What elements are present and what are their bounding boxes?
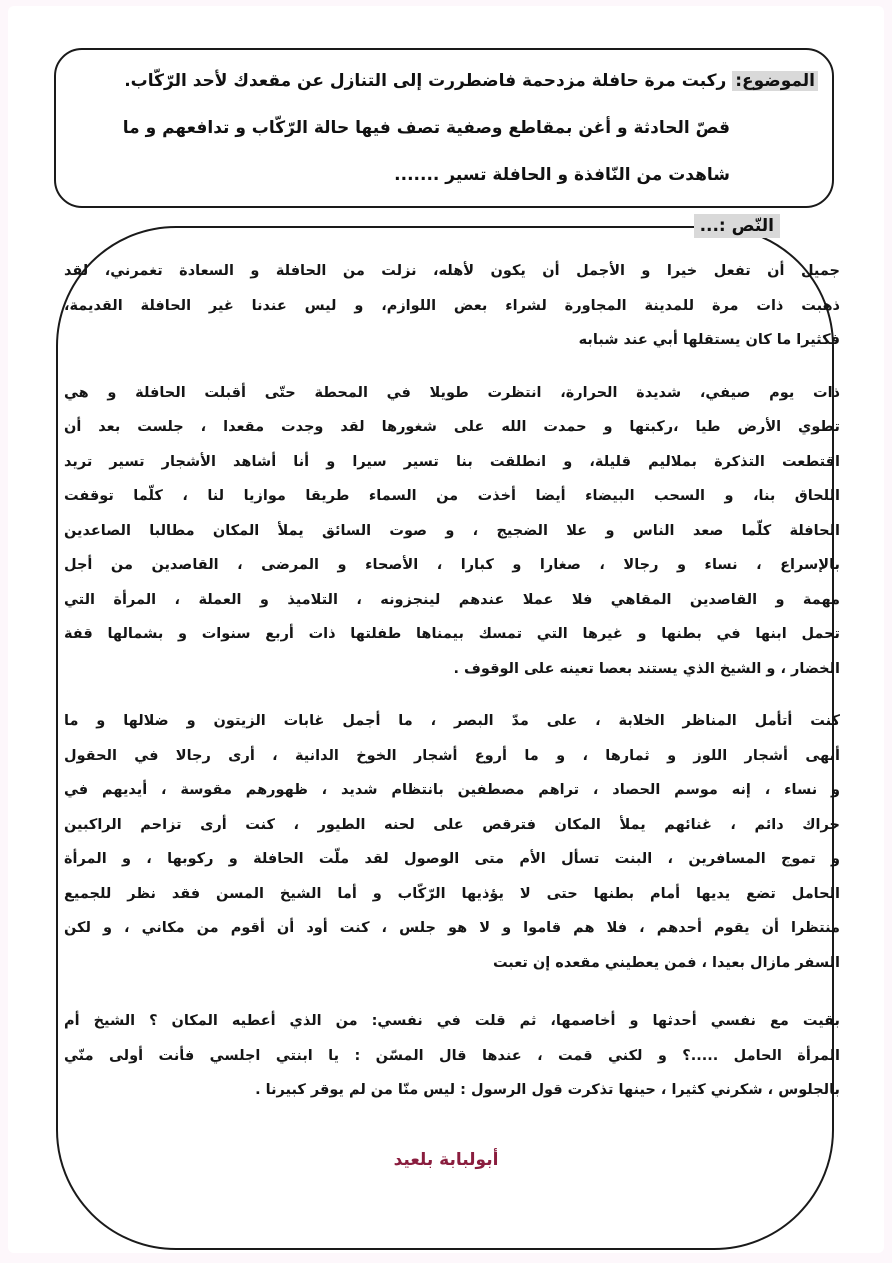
text-label: النّص :... <box>694 214 780 238</box>
paragraph-2 <box>64 376 840 687</box>
text-line: و نساء ، إنه موسم الحصاد ، تراهم مصطفين بانتظام شديد ، ظهورهم مقوسة ، أيديهم في <box>64 782 840 798</box>
text-line: الخضار ، و الشيخ الذي يستند بعصا تعينه على الوقوف . <box>453 660 840 677</box>
text-line: السفر مازال بعيدا ، فمن يعطيني مقعده إن تعبت <box>492 954 840 971</box>
text-line: مهمة و القاصدين المقاهي فلا عملا عندهم لينجزونه ، التلاميذ و العملة ، المرأة التي <box>64 591 840 608</box>
topic-line-2: قصّ الحادثة و أغن بمقاطع وصفية تصف فيها حالة الرّكّاب و تدافعهم و ما <box>122 118 730 138</box>
text-line: جميل أن تفعل خيرا و الأجمل أن يكون لأهله، نزلت من الحافلة و السعادة تغمرني، لقد <box>64 263 840 279</box>
text-line: و تموج المسافرين ، البنت تسأل الأم متى الوصول لقد ملّت الحافلة و ركوبها ، و المرأة <box>64 851 840 867</box>
text-line: اقتطعت التذكرة بملاليم قليلة، و انطلقت بنا تسير سيرا و أنا أشاهد الأشجار تسير تريد <box>64 453 840 470</box>
paragraph-1 <box>64 254 840 358</box>
topic-statement: ركبت مرة حافلة مزدحمة فاضطررت إلى التنازل عن مقعدك لأحد الرّكّاب. <box>124 71 733 91</box>
text-line: تطوي الأرض طيا ،ركبتها و حمدت الله على شغورها لقد وجدت مقعدا ، جلست بعد أن <box>64 419 840 435</box>
topic-box <box>54 48 834 208</box>
topic-line-1 <box>86 58 818 105</box>
text-line: المرأة الحامل .....؟ و لكني قمت ، عندها قال المسّن : يا ابنتي اجلسي فأنت أولى منّي <box>64 1047 840 1064</box>
text-line: بقيت مع نفسي أحدثها و أخاصمها، ثم قلت في نفسي: من الذي أعطيه المكان ؟ الشيخ أم <box>64 1013 840 1029</box>
text-line: منتظرا أن يقوم أحدهم ، فلا هم قاموا و لا هو جلس ، كنت أود أن أقوم من مكاني ، و لكن <box>64 920 840 936</box>
text-line: فكثيرا ما كان يستقلها أبي عند شبابه <box>578 332 840 348</box>
paragraph-4 <box>64 1004 840 1108</box>
text-line: بالجلوس ، شكرني كثيرا ، حينها تذكرت قول الرسول : ليس منّا من لم يوقر كبيرنا . <box>255 1082 840 1098</box>
text-line: ذات يوم صيفي، شديدة الحرارة، انتظرت طويلا في المحطة حتّى أقبلت الحافلة و هي <box>64 384 840 401</box>
text-line: بالإسراع ، نساء و رجالا ، صغارا و كبارا ، الأصحاء و المرضى ، القاصدين من أجل <box>64 557 840 573</box>
text-line: كنت أتأمل المناظر الخلابة ، على مدّ البصر ، ما أجمل غابات الزيتون و ضلالها و ما <box>64 713 840 729</box>
text-line: أبهى أشجار اللوز و ثمارها ، و ما أروع أشجار الخوخ الدانية ، أرى رجالا في الحقول <box>64 747 840 764</box>
text-line: اللحاق بنا، و السحب البيضاء أيضا أخذت من السماء طريقا موازيا لنا ، كلّما توقفت <box>64 488 840 504</box>
text-line: حراك دائم ، غنائهم يملأ المكان فترقص على لحنه الطيور ، كنت أرى تزاحم الراكبين <box>64 816 840 833</box>
text-line: ذهبت ذات مرة للمدينة المجاورة لشراء بعض اللوازم، و ليس عندنا غير الحافلة القديمة، <box>64 297 840 314</box>
text-line: تحمل ابنها في بطنها و غيرها التي تمسك بيمناها طفلتها ذات أربع سنوات و بشمالها قفة <box>64 626 840 642</box>
paragraph-3 <box>64 704 840 980</box>
story-text <box>64 254 840 1108</box>
text-line: الحامل تضع يديها أمام بطنها حتى لا يؤذيها الرّكّاب و أما الشيخ المسن فقد نظر للجميع <box>64 885 840 902</box>
topic-label: الموضوع: <box>732 71 818 91</box>
topic-line-3: شاهدت من النّافذة و الحافلة تسير ....... <box>394 165 730 185</box>
text-line: الحافلة كلّما صعد الناس و علا الضجيج ، و صوت السائق يملأ المكان مطالبا الصاعدين <box>64 522 840 539</box>
author-signature: أبولبابة بلعيد <box>393 1150 499 1170</box>
